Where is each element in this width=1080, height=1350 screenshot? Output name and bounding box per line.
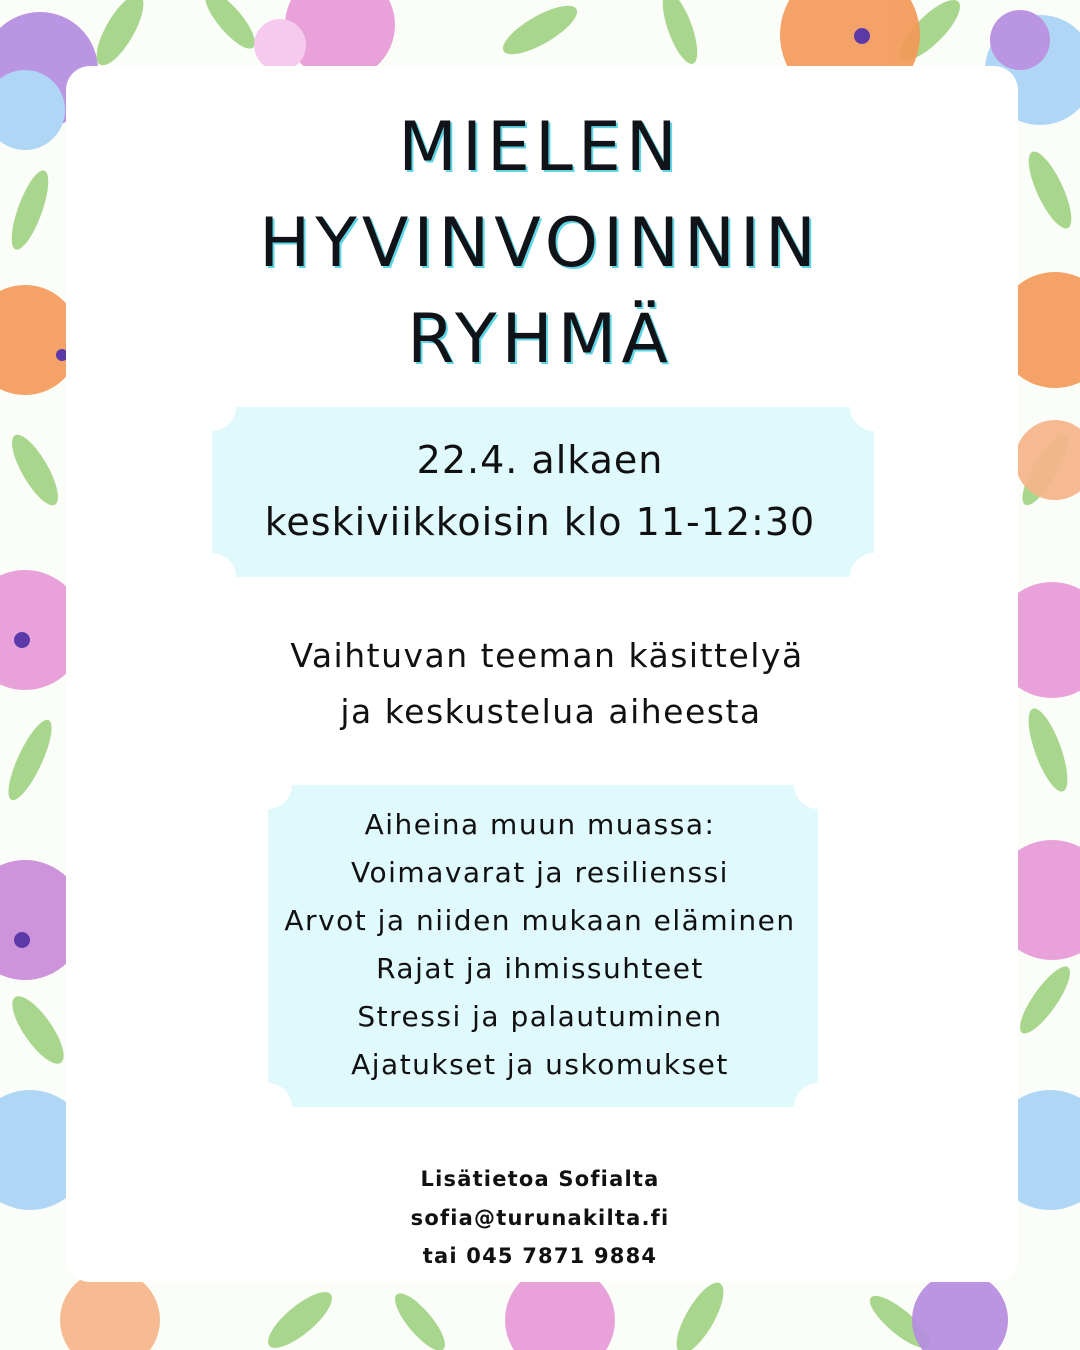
title-line-3: RYHMÄ bbox=[407, 300, 673, 379]
ticket-notch bbox=[850, 553, 898, 601]
ticket-notch bbox=[850, 383, 898, 431]
ticket-notch bbox=[188, 553, 236, 601]
topic-item: Rajat ja ihmissuhteet bbox=[376, 952, 704, 985]
ticket-notch bbox=[244, 761, 292, 809]
topic-item: Voimavarat ja resilienssi bbox=[351, 856, 729, 889]
topic-item: Ajatukset ja uskomukset bbox=[351, 1048, 729, 1081]
schedule-box bbox=[212, 407, 874, 577]
ticket-notch bbox=[794, 1083, 842, 1131]
topic-item: Arvot ja niiden mukaan eläminen bbox=[284, 904, 796, 937]
topic-item: Stressi ja palautuminen bbox=[357, 1000, 723, 1033]
description-line-1: Vaihtuvan teeman käsittelyä bbox=[290, 636, 804, 675]
title-line-2: HYVINVOINNIN bbox=[259, 204, 821, 283]
ticket-notch bbox=[794, 761, 842, 809]
title-line-1: MIELEN bbox=[398, 108, 682, 187]
contact-heading: Lisätietoa Sofialta bbox=[420, 1167, 660, 1191]
schedule-start: 22.4. alkaen bbox=[416, 438, 664, 482]
ticket-notch bbox=[244, 1083, 292, 1131]
contact-email: sofia@turunakilta.fi bbox=[410, 1206, 670, 1230]
schedule-time: keskiviikkoisin klo 11-12:30 bbox=[264, 500, 816, 544]
contact-phone: tai 045 7871 9884 bbox=[422, 1244, 658, 1268]
description-line-2: ja keskustelua aiheesta bbox=[340, 692, 762, 731]
ticket-notch bbox=[188, 383, 236, 431]
topics-heading: Aiheina muun muassa: bbox=[364, 808, 716, 841]
